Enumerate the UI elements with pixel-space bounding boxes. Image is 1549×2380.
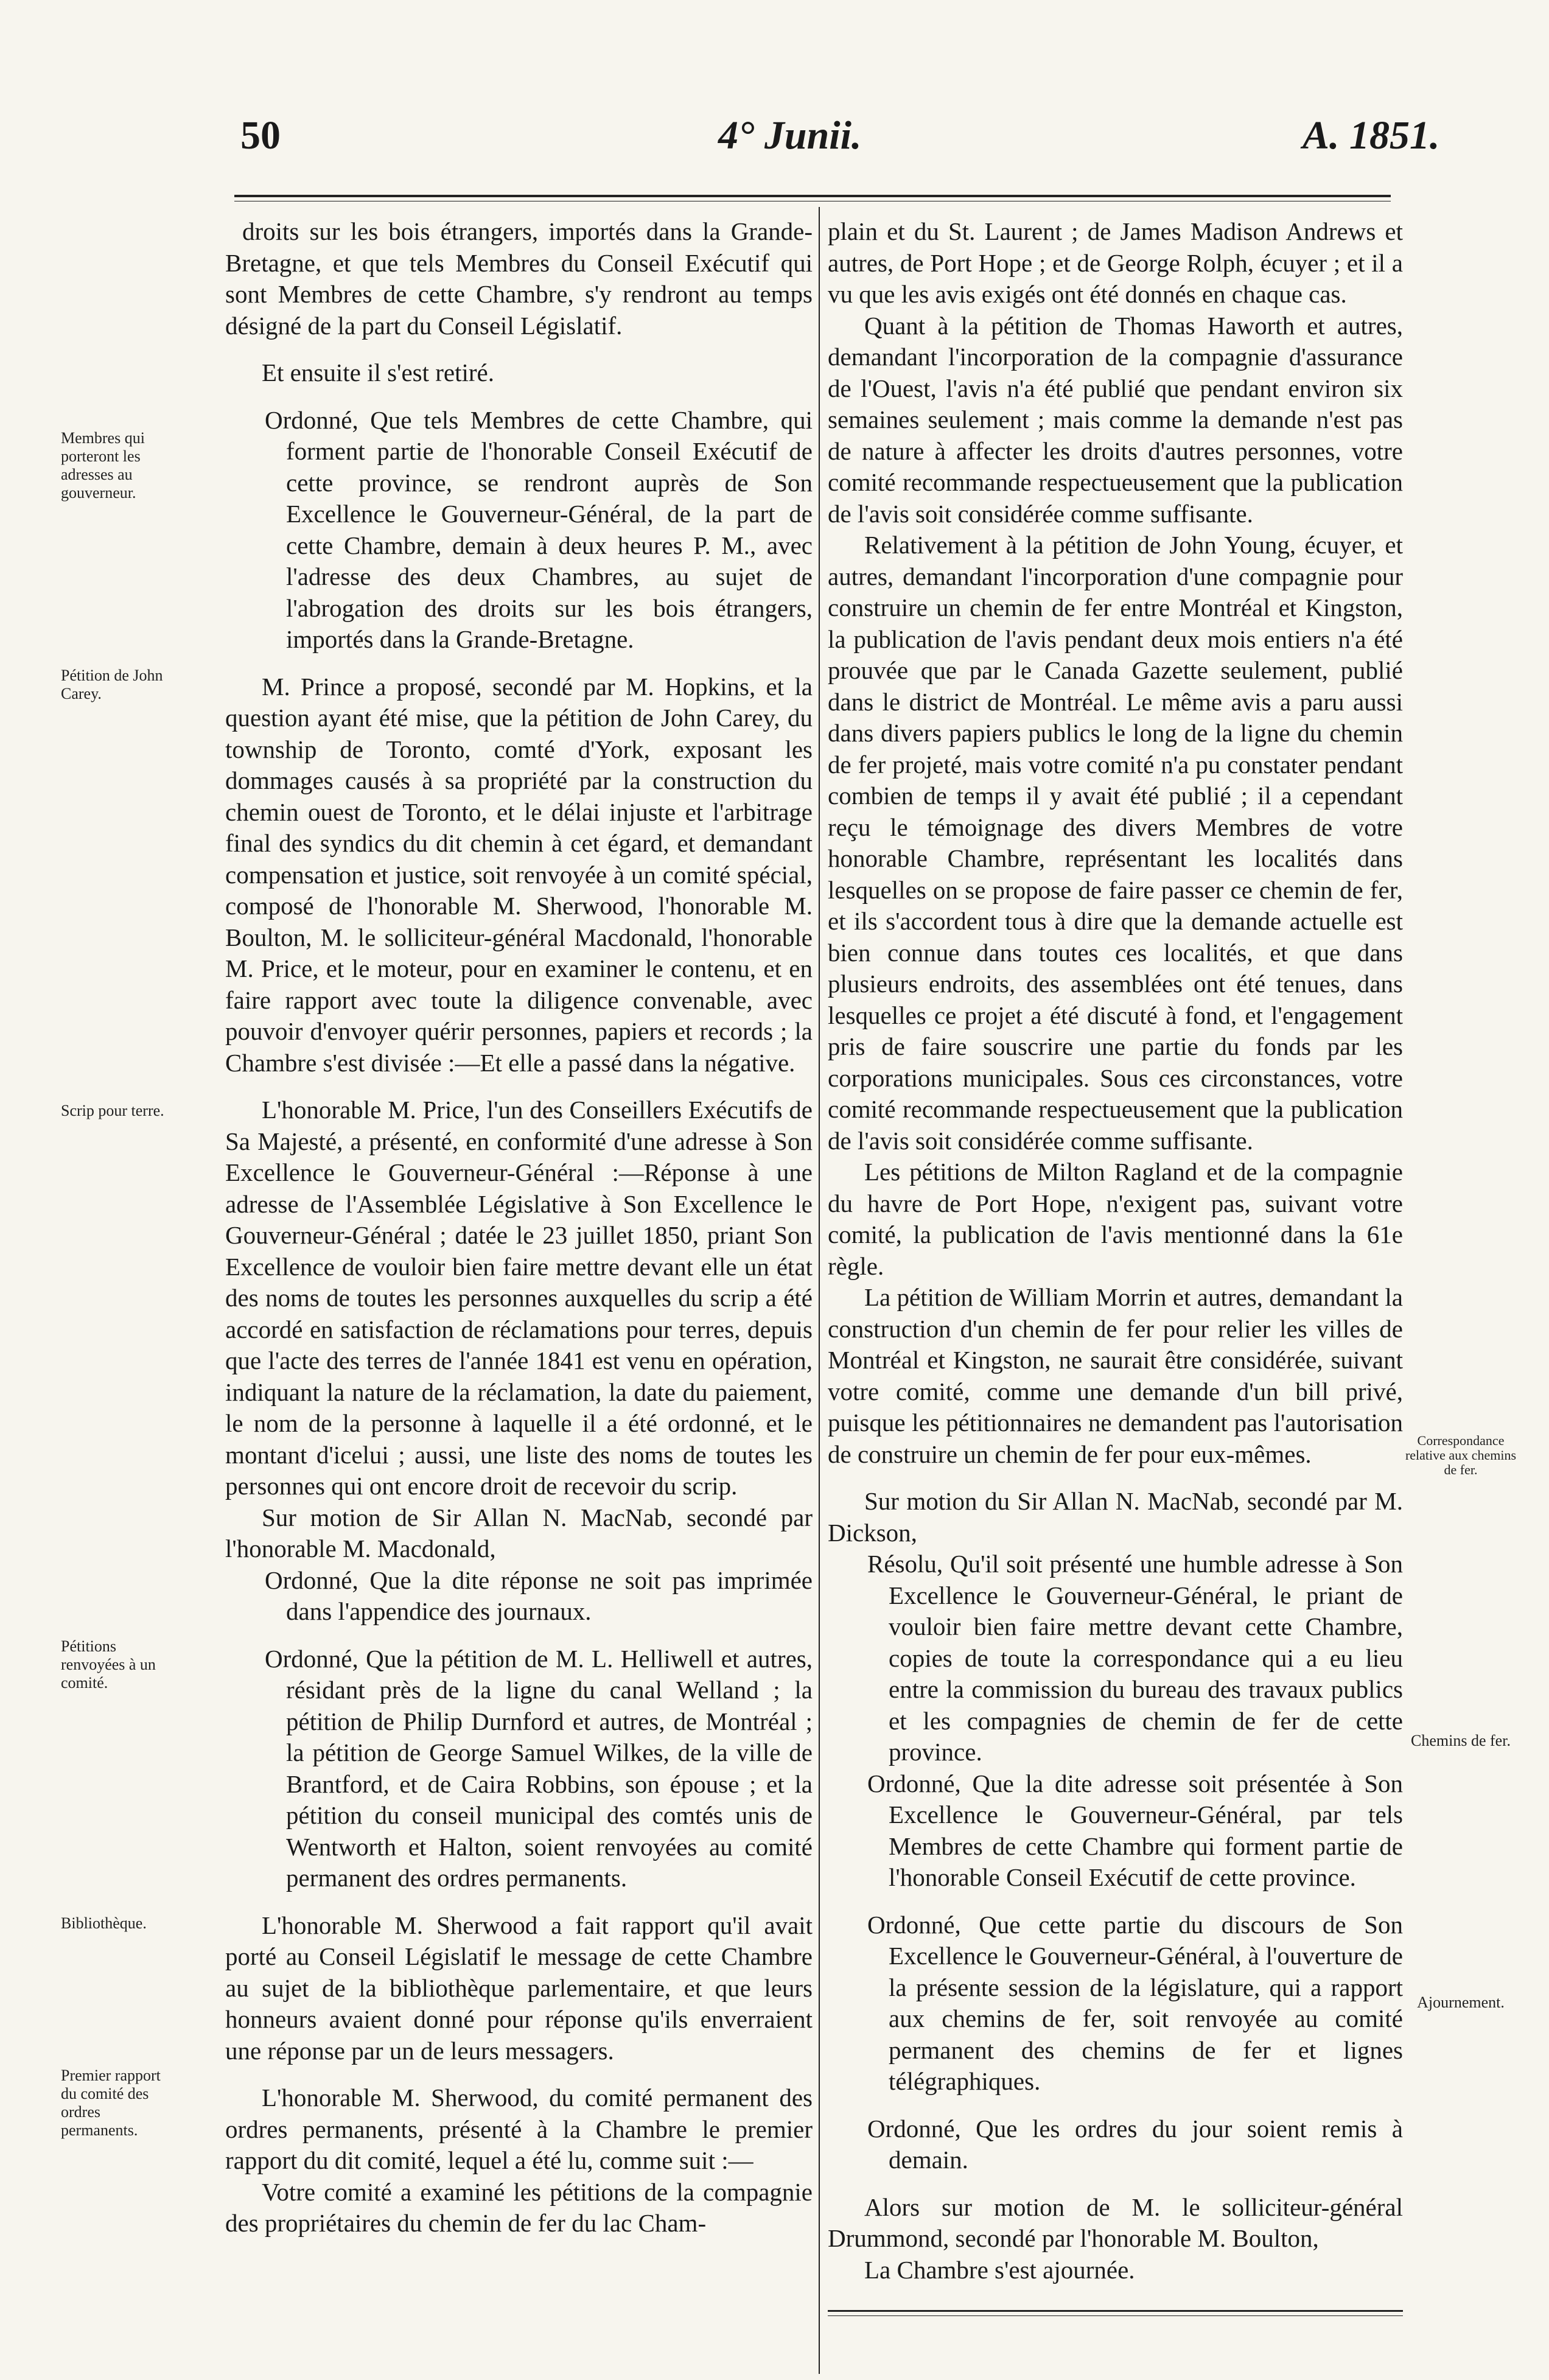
right-p8: Ordonné, Que la dite adresse soit présentée à Son Excellence le Gouverneur-Général, par tels Membres de cette Chambre qui forment partie de l'honorable Conseil Exécutif de cette province. — [867, 1769, 1403, 1891]
right-column — [828, 216, 1403, 2316]
left-p2: Et ensuite il s'est retiré. — [262, 359, 494, 387]
right-p3: Relativement à la pétition de John Young, écuyer, et autres, demandant l'incorporation d'une compagnie pour construire un chemin de fer entre Montréal et Kingston, la publication de l'avis pendant deux mois entiers n'a été prouvée que par le Canada Gazette seulement, publié dans le district de Montréal. Le même avis a paru aussi dans divers papiers publics le long de la ligne du chemin de fer projeté, mais votre comité n'a pu constater pendant combien de temps il y avait été publié ; il a cependant reçu le témoignage des divers Membres de votre honorable Chambre, représentant les localités dans lesquelles on se propose de faire passer ce chemin de fer, et ils s'accordent tous à dire que la demande actuelle est bien connue dans toutes ces localités, et que dans plusieurs endroits, des assemblées ont été tenues, dans lesquelles ce projet a été discuté à fond, et l'engagement pris de faire souscrire une partie du fonds par les corporations municipales. Sous ces circonstances, votre comité recommande respectueusement que la publication de l'avis soit considérée comme suffisante. — [828, 531, 1403, 1155]
margin-note-premier-rapport: Premier rapport du comité des ordres permanents. — [61, 2067, 161, 2139]
left-p1: droits sur les bois étrangers, importés dans la Grande-Bretagne, et que tels Membres du Conseil Exécutif qui sont Membres de cette Chambre, s'y rendront au temps désigné de la part du Conseil Législatif. — [225, 217, 813, 340]
right-p1: plain et du St. Laurent ; de James Madison Andrews et autres, de Port Hope ; et de George Rolph, écuyer ; et il a vu que les avis exigés ont été donnés en chaque cas. — [828, 217, 1403, 308]
left-p9: L'honorable M. Sherwood a fait rapport qu'il avait porté au Conseil Législatif le message de cette Chambre au sujet de la bibliothèque parlementaire, et que leurs honneurs avaient donné pour réponse qu'ils enverraient une réponse par un de leurs messagers. — [225, 1911, 813, 2065]
left-p5: L'honorable M. Price, l'un des Conseillers Exécutifs de Sa Majesté, a présenté, en conformité d'une adresse à Son Excellence le Gouverneur-Général :—Réponse à une adresse de l'Assemblée Législative à Son Excellence le Gouverneur-Général ; datée le 23 juillet 1850, priant Son Excellence de vouloir bien faire mettre devant elle un état des noms de toutes les personnes auxquelles du scrip a été accordé en satisfaction de réclamations pour terres, depuis que l'acte des terres de l'année 1841 est venu en opération, indiquant la nature de la réclamation, la date du paiement, le nom de la personne à laquelle il a été ordonné, et le montant d'icelui ; aussi, une liste des noms de toutes les personnes qui ont encore droit de recevoir du scrip. — [225, 1096, 813, 1500]
right-p6: Sur motion du Sir Allan N. MacNab, secondé par M. Dickson, — [828, 1487, 1403, 1547]
right-p10: Ordonné, Que les ordres du jour soient remis à demain. — [867, 2114, 1403, 2174]
page-year: A. 1851. — [1302, 113, 1440, 158]
left-p10: L'honorable M. Sherwood, du comité permanent des ordres permanents, présenté à la Chambre le premier rapport du dit comité, lequel a été lu, comme suit :— — [225, 2084, 813, 2174]
right-p4: Les pétitions de Milton Ragland et de la compagnie du havre de Port Hope, n'exigent pas, suivant votre comité, la publication de l'avis mentionné dans la 61e règle. — [828, 1158, 1403, 1280]
page-date: 4° Junii. — [718, 113, 862, 158]
left-p8: Ordonné, Que la pétition de M. L. Helliwell et autres, résidant près de la ligne du canal Welland ; la pétition de Philip Durnford et autres, de Montréal ; la pétition de George Samuel Wilkes, de la ville de Brantford, et de Caira Robbins, son épouse ; et la pétition du conseil municipal des comtés unis de Wentworth et Halton, soient renvoyées au comité permanent des ordres permanents. — [265, 1644, 813, 1892]
left-p7: Ordonné, Que la dite réponse ne soit pas imprimée dans l'appendice des journaux. — [265, 1566, 813, 1625]
closing-rule-thin — [828, 2315, 1403, 2316]
margin-note-ajournement: Ajournement. — [1417, 1993, 1505, 2011]
margin-note-membres: Membres qui porteront les adresses au gouverneur. — [61, 429, 145, 502]
right-p7: Résolu, Qu'il soit présenté une humble adresse à Son Excellence le Gouverneur-Général, le priant de vouloir bien faire mettre devant cette Chambre, copies de toute la correspondance qui a eu lieu entre la commission du bureau des travaux publics et les compagnies de chemin de fer de cette province. — [867, 1550, 1403, 1766]
left-p3: Ordonné, Que tels Membres de cette Chambre, qui forment partie de l'honorable Conseil Exécutif de cette province, se rendront auprès de Son Excellence le Gouverneur-Général, de la part de cette Chambre, demain à deux heures P. M., avec l'adresse des deux Chambres, au sujet de l'abrogation des droits sur les bois étrangers, importés dans la Grande-Bretagne. — [265, 405, 813, 653]
margin-note-petitions: Pétitions renvoyées à un comité. — [61, 1637, 156, 1692]
page-number: 50 — [240, 113, 281, 158]
left-p4: M. Prince a proposé, secondé par M. Hopkins, et la question ayant été mise, que la pétition de John Carey, du township de Toronto, comté d'York, exposant les dommages causés à sa propriété par la construction du chemin ouest de Toronto, et le délai injuste et l'arbitrage final des syndics du dit chemin à cet égard, et demandant compensation et justice, soit renvoyée à un comité spécial, composé de l'honorable M. Sherwood, l'honorable M. Boulton, M. le solliciteur-général Macdonald, l'honorable M. Price, et le moteur, pour en examiner le contenu, et en faire rapport avec toute la diligence convenable, avec pouvoir d'envoyer quérir personnes, papiers et records ; la Chambre s'est divisée :—Et elle a passé dans la négative. — [225, 672, 813, 1077]
margin-note-correspondance: Correspondance relative aux chemins de fer. — [1405, 1433, 1517, 1477]
left-column — [225, 216, 813, 2239]
left-p6: Sur motion de Sir Allan N. MacNab, secondé par l'honorable M. Macdonald, — [225, 1503, 813, 1563]
margin-note-scrip: Scrip pour terre. — [61, 1102, 164, 1119]
closing-rule — [828, 2310, 1403, 2312]
right-p5: La pétition de William Morrin et autres, demandant la construction d'un chemin de fer pour relier les villes de Montréal et Kingston, ne saurait être considérée, suivant votre comité, comme une demande d'un bill privé, puisque les pétitionnaires ne demandent pas l'autorisation de construire un chemin de fer pour eux-mêmes. — [828, 1283, 1403, 1468]
left-p11: Votre comité a examiné les pétitions de la compagnie des propriétaires du chemin de fer du lac Cham- — [225, 2177, 813, 2237]
header-rule — [234, 195, 1391, 197]
margin-note-chemins: Chemins de fer. — [1411, 1732, 1511, 1749]
right-p12: La Chambre s'est ajournée. — [864, 2255, 1135, 2284]
right-p11: Alors sur motion de M. le solliciteur-général Drummond, secondé par l'honorable M. Boulton, — [828, 2193, 1403, 2252]
margin-note-bibliotheque: Bibliothèque. — [61, 1914, 147, 1932]
column-divider — [819, 207, 820, 2374]
right-p2: Quant à la pétition de Thomas Haworth et autres, demandant l'incorporation de la compagnie d'assurance de l'Ouest, l'avis n'a été publié que pendant environ six semaines seulement ; mais comme la demande n'est pas de nature à affecter les droits d'autres personnes, votre comité recommande respectueusement que la publication de l'avis soit considérée comme suffisante. — [828, 311, 1403, 528]
margin-note-carey: Pétition de John Carey. — [61, 667, 163, 702]
right-p9: Ordonné, Que cette partie du discours de Son Excellence le Gouverneur-Général, à l'ouverture de la présente session de la législature, qui a rapport aux chemins de fer, soit renvoyée au comité permanent des chemins de fer et lignes télégraphiques. — [867, 1910, 1403, 2095]
